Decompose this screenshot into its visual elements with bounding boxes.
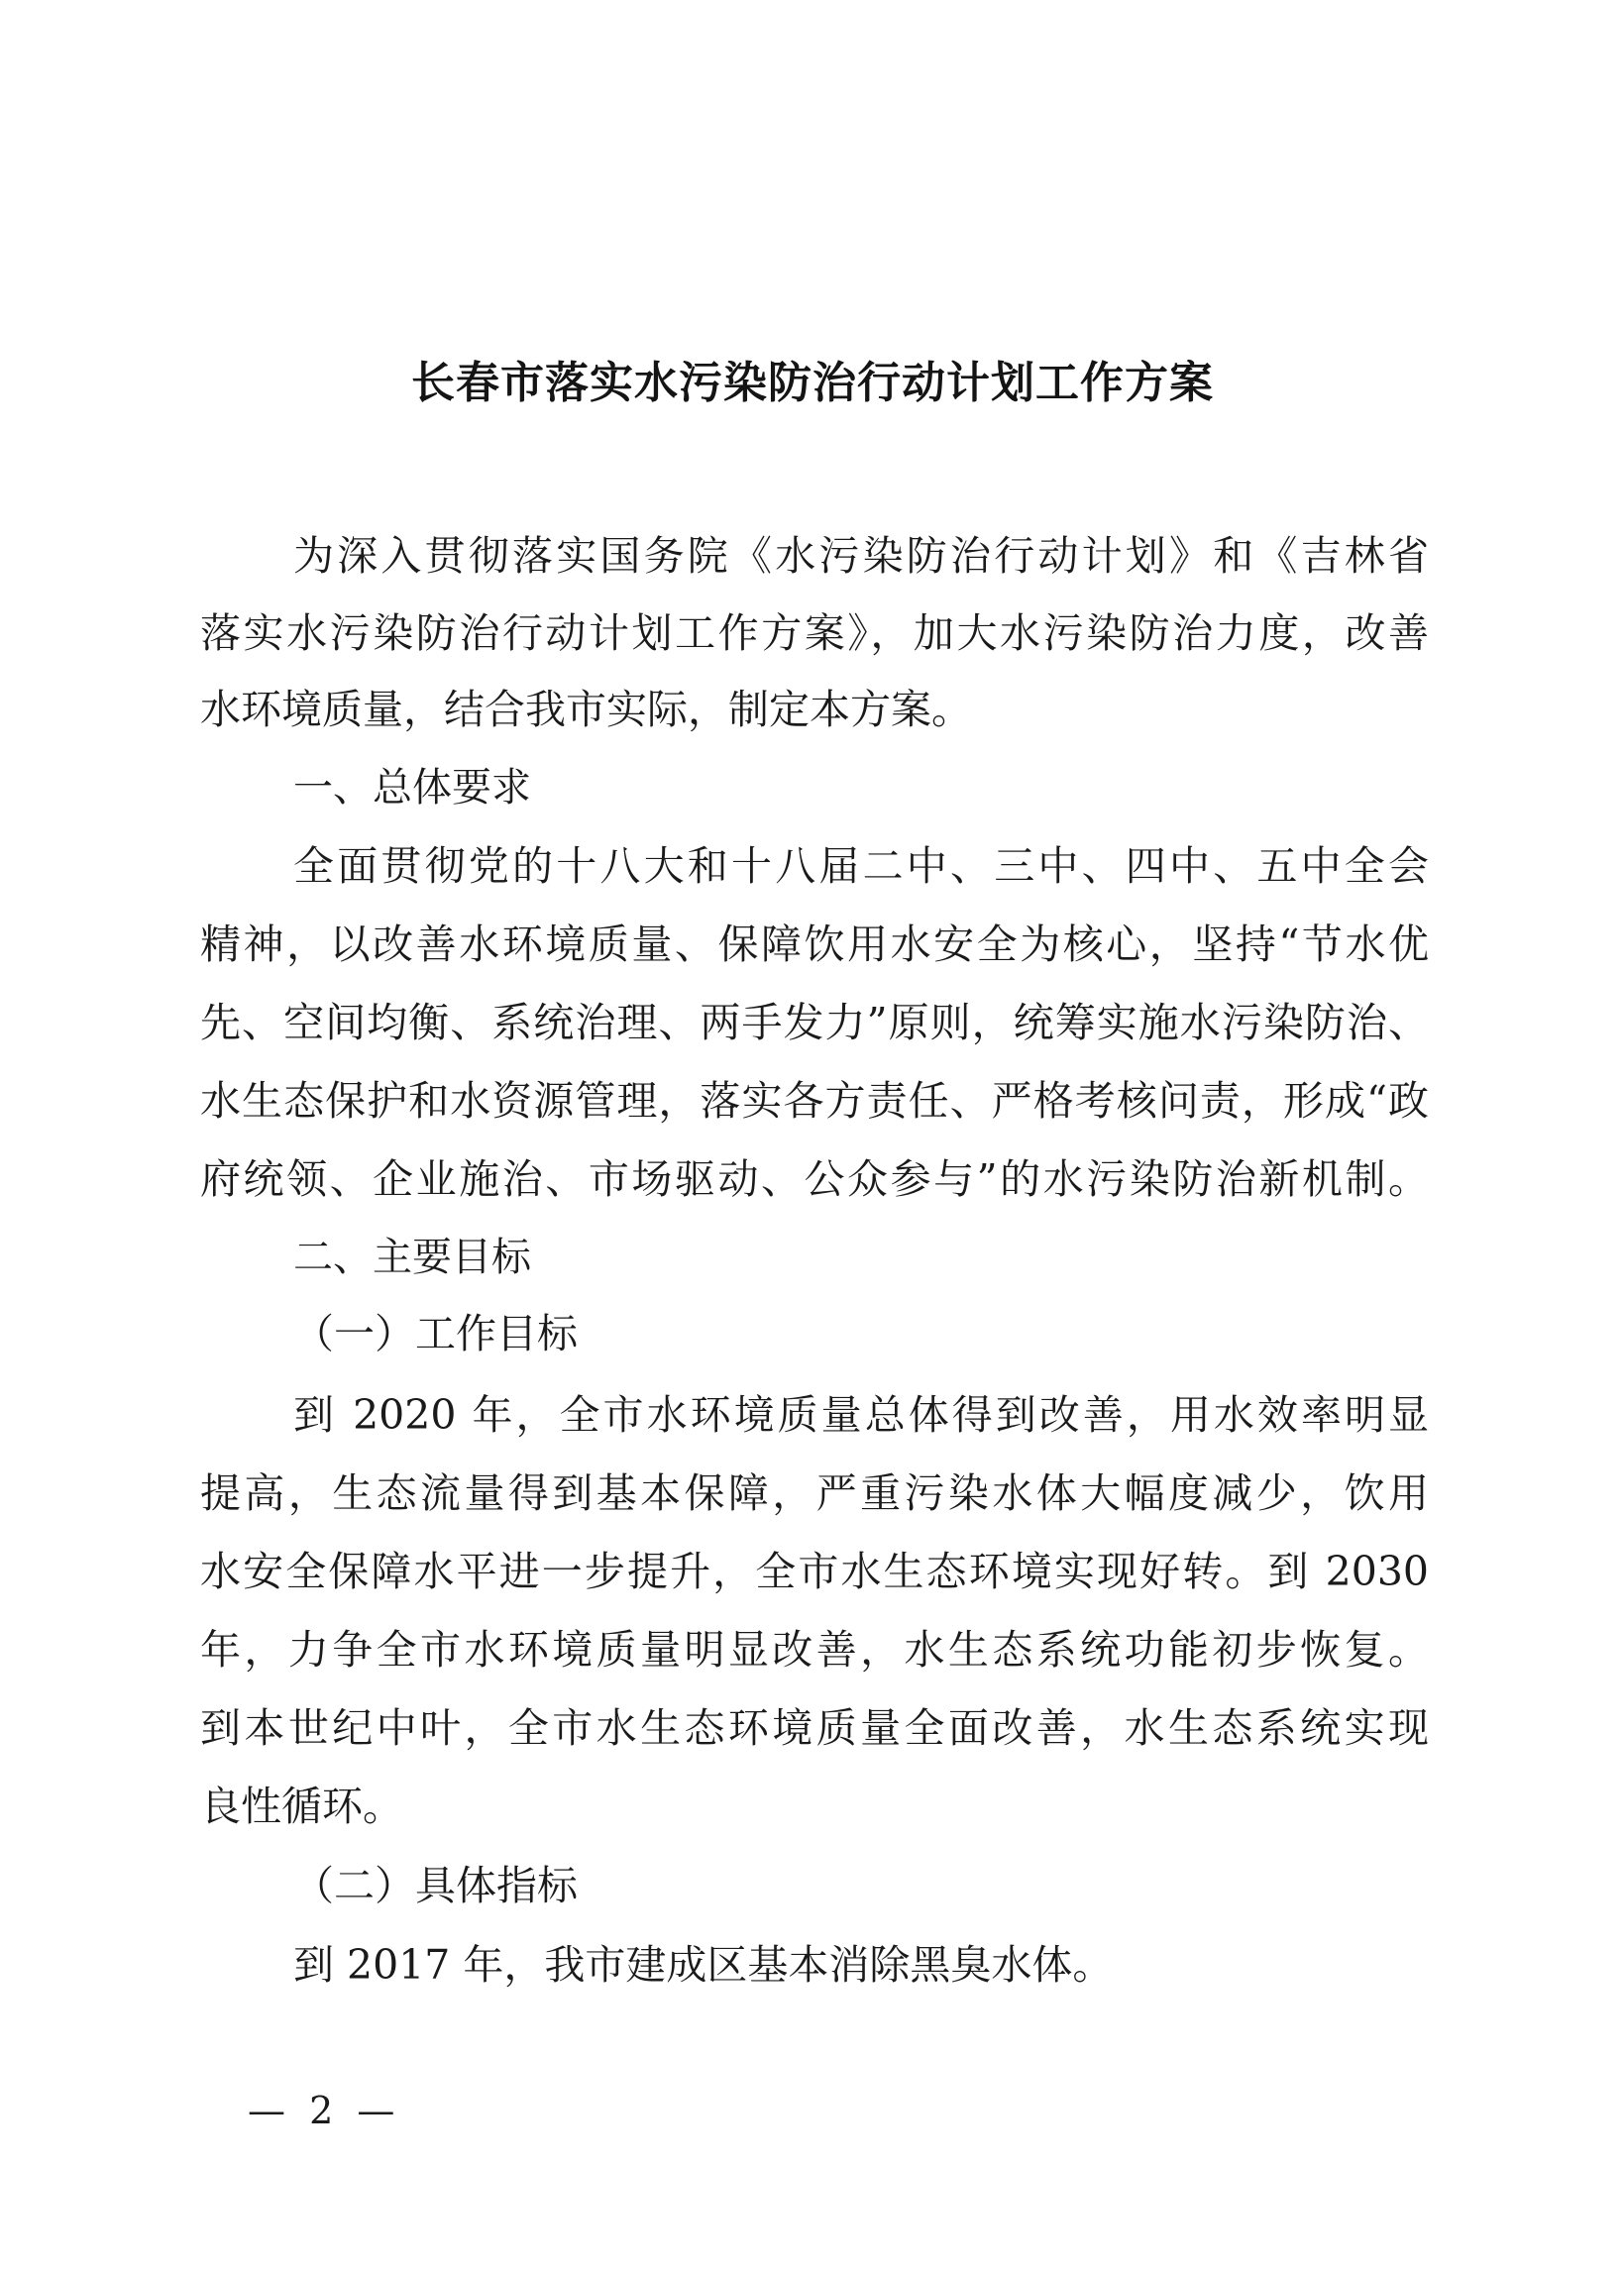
section2-sub1-line-1: 到 2020 年，全市水环境质量总体得到改善，用水效率明显 — [293, 1391, 1429, 1439]
section2-sub1-line-6: 良性循环。 — [200, 1783, 403, 1830]
section1-line-3: 先、空间均衡、系统治理、两手发力”原则，统筹实施水污染防治、 — [200, 999, 1429, 1046]
section2-sub2-line-1: 到 2017 年，我市建成区基本消除黑臭水体。 — [293, 1941, 1114, 1989]
section2-sub1-heading: （一）工作目标 — [293, 1310, 578, 1357]
section2-sub2-heading: （二）具体指标 — [293, 1862, 578, 1909]
intro-line-2: 落实水污染防治行动计划工作方案》，加大水污染防治力度，改善 — [200, 609, 1429, 657]
document-title: 长春市落实水污染防治行动计划工作方案 — [411, 358, 1214, 408]
section2-heading: 二、主要目标 — [293, 1235, 531, 1280]
section1-line-5: 府统领、企业施治、市场驱动、公众参与”的水污染防治新机制。 — [200, 1155, 1429, 1203]
section2-sub1-line-3: 水安全保障水平进一步提升，全市水生态环境实现好转。到 2030 — [200, 1548, 1429, 1595]
page-number: — 2 — — [248, 2089, 401, 2132]
intro-line-1: 为深入贯彻落实国务院《水污染防治行动计划》和《吉林省 — [293, 532, 1429, 580]
section1-line-4: 水生态保护和水资源管理，落实各方责任、严格考核问责，形成“政 — [200, 1077, 1429, 1125]
intro-line-3: 水环境质量，结合我市实际，制定本方案。 — [200, 686, 972, 733]
section2-sub1-line-2: 提高，生态流量得到基本保障，严重污染水体大幅度减少，饮用 — [200, 1469, 1429, 1517]
section1-line-2: 精神，以改善水环境质量、保障饮用水安全为核心，坚持“节水优 — [200, 920, 1429, 968]
section2-sub1-line-4: 年，力争全市水环境质量明显改善，水生态系统功能初步恢复。 — [200, 1626, 1429, 1674]
section1-line-1: 全面贯彻党的十八大和十八届二中、三中、四中、五中全会 — [293, 842, 1429, 890]
section2-sub1-line-5: 到本世纪中叶，全市水生态环境质量全面改善，水生态系统实现 — [200, 1704, 1429, 1752]
section1-heading: 一、总体要求 — [293, 765, 531, 811]
